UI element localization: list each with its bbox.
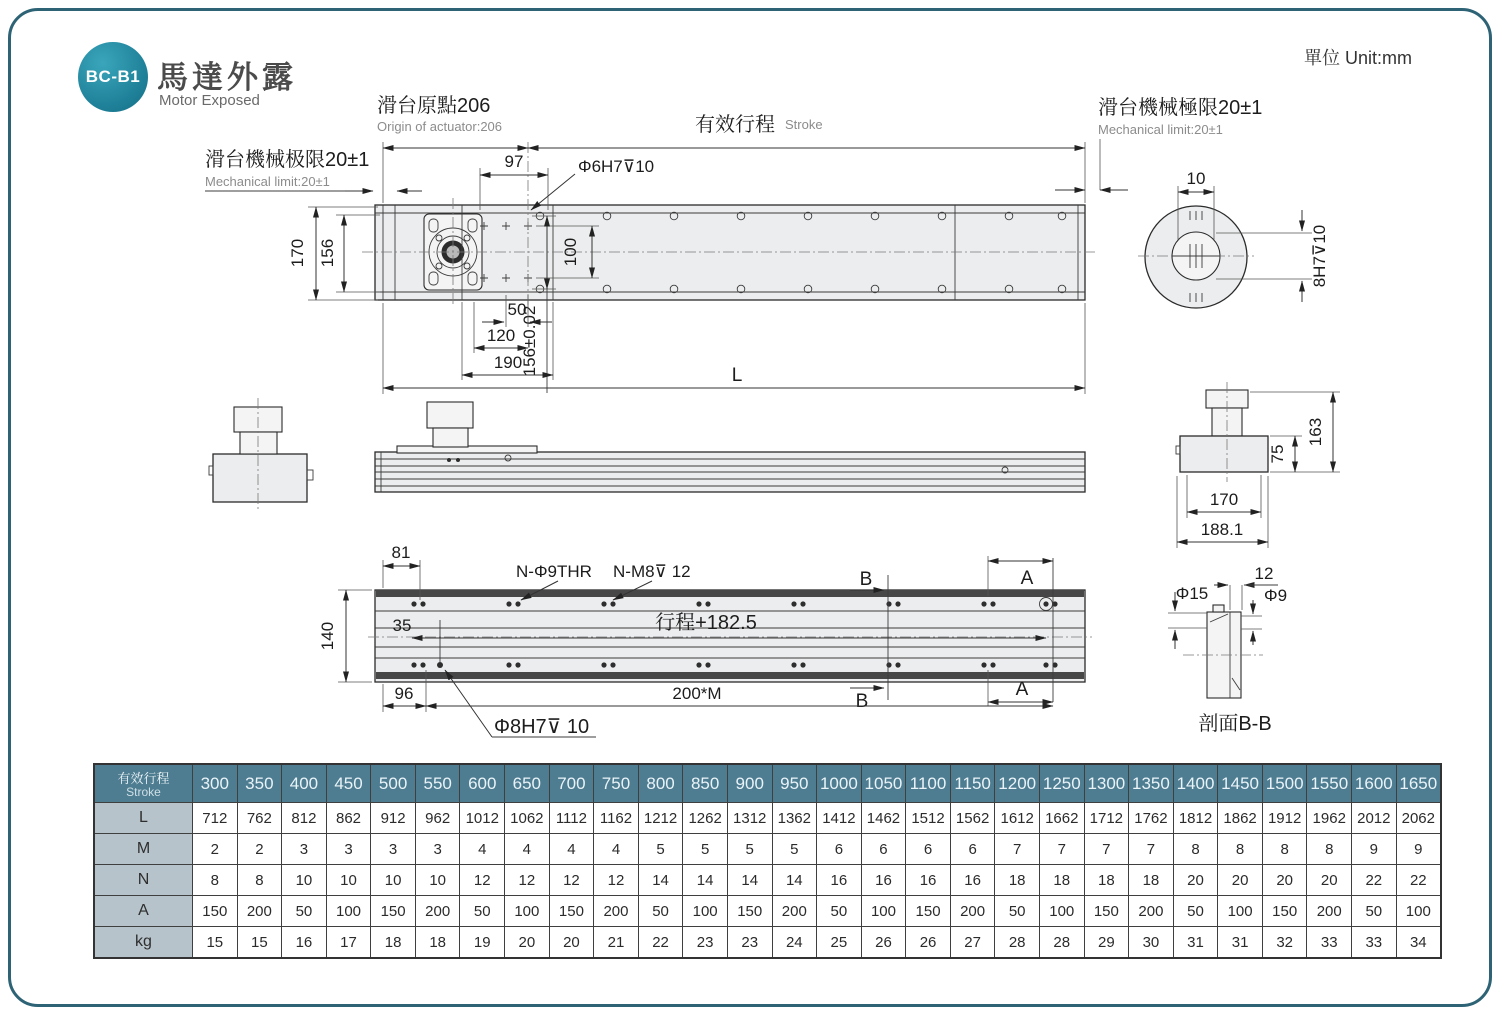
table-cell: 8	[237, 865, 282, 896]
table-cell: 150	[549, 896, 594, 927]
spec-table-wrap	[93, 763, 1442, 959]
table-cell: 20	[1307, 865, 1352, 896]
table-cell: 200	[594, 896, 639, 927]
table-cell: 27	[950, 927, 995, 959]
table-cell: 200	[415, 896, 460, 927]
table-cell: 200	[1307, 896, 1352, 927]
table-cell: 12	[594, 865, 639, 896]
stroke-col-header: 400	[282, 764, 327, 803]
table-cell: 26	[861, 927, 906, 959]
side-elevation-view	[375, 402, 1085, 492]
table-cell: 762	[237, 803, 282, 834]
table-cell: 50	[1352, 896, 1397, 927]
stroke-col-header: 900	[727, 764, 772, 803]
table-cell: 10	[326, 865, 371, 896]
table-cell: 7	[1129, 834, 1174, 865]
table-cell: 28	[1039, 927, 1084, 959]
motor-face-view	[1138, 169, 1329, 308]
table-cell: 100	[1396, 896, 1441, 927]
table-cell: 4	[549, 834, 594, 865]
stroke-col-header: 700	[549, 764, 594, 803]
dim-156: 156	[318, 238, 337, 268]
table-cell: 1262	[683, 803, 728, 834]
row-label: kg	[94, 927, 193, 959]
stroke-col-header: 1400	[1173, 764, 1218, 803]
table-cell: 50	[638, 896, 683, 927]
limit-right-en: Mechanical limit:20±1	[1098, 122, 1223, 137]
stroke-col-header: 1200	[995, 764, 1040, 803]
table-cell: 1862	[1218, 803, 1263, 834]
dim-10: 10	[1186, 169, 1206, 188]
table-cell: 2012	[1352, 803, 1397, 834]
table-cell: 10	[371, 865, 416, 896]
table-cell: 4	[594, 834, 639, 865]
dim-97: 97	[504, 152, 524, 171]
table-cell: 9	[1396, 834, 1441, 865]
table-cell: 18	[371, 927, 416, 959]
dim-188: 188.1	[1200, 520, 1244, 539]
table-cell: 20	[1218, 865, 1263, 896]
table-row	[94, 927, 1441, 959]
table-cell: 3	[371, 834, 416, 865]
table-cell: 8	[1173, 834, 1218, 865]
table-cell: 29	[1084, 927, 1129, 959]
dim-35: 35	[392, 616, 412, 635]
table-cell: 1712	[1084, 803, 1129, 834]
table-cell: 1162	[594, 803, 639, 834]
stroke-col-header: 350	[237, 764, 282, 803]
stroke-col-header: 750	[594, 764, 639, 803]
limit-left-zh: 滑台機械极限20±1	[205, 149, 370, 171]
table-cell: 23	[683, 927, 728, 959]
stroke-col-header: 1300	[1084, 764, 1129, 803]
dim-163: 163	[1306, 417, 1325, 447]
stroke-col-header: 950	[772, 764, 817, 803]
table-cell: 16	[950, 865, 995, 896]
table-cell: 20	[1262, 865, 1307, 896]
limit-left-en: Mechanical limit:20±1	[205, 174, 330, 189]
table-cell: 20	[549, 927, 594, 959]
unit-label: 單位 Unit:mm	[1304, 48, 1412, 68]
dim-12: 12	[1254, 564, 1274, 583]
table-row	[94, 896, 1441, 927]
table-cell: 1512	[906, 803, 951, 834]
table-cell: 200	[237, 896, 282, 927]
table-cell: 1962	[1307, 803, 1352, 834]
table-cell: 100	[861, 896, 906, 927]
table-cell: 712	[193, 803, 238, 834]
table-cell: 1362	[772, 803, 817, 834]
table-cell: 150	[727, 896, 772, 927]
table-cell: 100	[326, 896, 371, 927]
stroke-col-header: 1350	[1129, 764, 1174, 803]
table-cell: 100	[1218, 896, 1263, 927]
hole-callout-bottom: Φ8H7⊽ 10	[494, 716, 590, 738]
table-cell: 1762	[1129, 803, 1174, 834]
table-cell: 10	[415, 865, 460, 896]
table-cell: 5	[638, 834, 683, 865]
table-cell: 150	[1262, 896, 1307, 927]
table-cell: 12	[460, 865, 505, 896]
table-cell: 15	[193, 927, 238, 959]
table-cell: 8	[1262, 834, 1307, 865]
section-marker-a-top: A	[1020, 568, 1034, 589]
table-cell: 6	[950, 834, 995, 865]
right-side-view	[1176, 382, 1340, 548]
table-cell: 31	[1218, 927, 1263, 959]
section-marker-b-top: B	[859, 569, 873, 590]
table-row	[94, 834, 1441, 865]
table-cell: 22	[1396, 865, 1441, 896]
stroke-col-header: 450	[326, 764, 371, 803]
table-cell: 3	[282, 834, 327, 865]
table-cell: 19	[460, 927, 505, 959]
table-cell: 16	[817, 865, 862, 896]
dim-75: 75	[1268, 444, 1287, 464]
stroke-header-cell: 有效行程 Stroke	[94, 764, 193, 803]
section-marker-a-bottom: A	[1015, 679, 1029, 700]
stroke-col-header: 300	[193, 764, 238, 803]
table-cell: 16	[861, 865, 906, 896]
table-cell: 100	[505, 896, 550, 927]
table-cell: 200	[1129, 896, 1174, 927]
stroke-label-zh: 有效行程	[695, 114, 775, 136]
table-cell: 10	[282, 865, 327, 896]
stroke-col-header: 1600	[1352, 764, 1397, 803]
stroke-col-header: 550	[415, 764, 460, 803]
stroke-col-header: 1650	[1396, 764, 1441, 803]
limit-right-zh: 滑台機械極限20±1	[1098, 97, 1263, 119]
table-cell: 5	[727, 834, 772, 865]
origin-label-zh: 滑台原點206	[377, 95, 491, 117]
table-cell: 6	[861, 834, 906, 865]
page-subtitle: Motor Exposed	[159, 92, 260, 109]
dim-81: 81	[391, 543, 411, 562]
table-cell: 16	[906, 865, 951, 896]
table-cell: 4	[505, 834, 550, 865]
table-cell: 17	[326, 927, 371, 959]
row-label: N	[94, 865, 193, 896]
stroke-col-header: 1050	[861, 764, 906, 803]
table-cell: 7	[1039, 834, 1084, 865]
table-cell: 50	[817, 896, 862, 927]
travel-label: 行程+182.5	[655, 612, 757, 634]
table-cell: 1062	[505, 803, 550, 834]
table-cell: 1112	[549, 803, 594, 834]
spec-table	[93, 763, 1442, 959]
top-plan-view	[205, 94, 1262, 394]
stroke-col-header: 1150	[950, 764, 995, 803]
table-cell: 18	[1084, 865, 1129, 896]
table-cell: 14	[772, 865, 817, 896]
stroke-col-header: 500	[371, 764, 416, 803]
table-cell: 16	[282, 927, 327, 959]
table-cell: 8	[1307, 834, 1352, 865]
table-cell: 812	[282, 803, 327, 834]
dim-96: 96	[394, 684, 414, 703]
table-cell: 1012	[460, 803, 505, 834]
table-cell: 1612	[995, 803, 1040, 834]
dim-170: 170	[288, 238, 307, 268]
table-cell: 150	[371, 896, 416, 927]
stroke-col-header: 1250	[1039, 764, 1084, 803]
dim-200m: 200*M	[672, 684, 722, 703]
dim-L: L	[731, 365, 743, 386]
bottom-plan-view	[318, 543, 1092, 738]
table-cell: 50	[1173, 896, 1218, 927]
stroke-col-header: 1100	[906, 764, 951, 803]
holes-callout-m8: N-M8⊽ 12	[613, 562, 691, 581]
table-cell: 100	[1039, 896, 1084, 927]
left-end-view	[209, 398, 313, 512]
table-cell: 1312	[727, 803, 772, 834]
table-cell: 2	[193, 834, 238, 865]
stroke-col-header: 1500	[1262, 764, 1307, 803]
section-bb-view	[1168, 564, 1287, 735]
page-title: 馬達外露	[157, 60, 297, 95]
section-caption: 剖面B-B	[1198, 713, 1272, 735]
table-cell: 6	[906, 834, 951, 865]
table-cell: 15	[237, 927, 282, 959]
table-cell: 33	[1352, 927, 1397, 959]
table-cell: 50	[460, 896, 505, 927]
origin-label-en: Origin of actuator:206	[377, 119, 503, 134]
table-cell: 33	[1307, 927, 1352, 959]
dim-156-tol: 156±0.02	[520, 305, 539, 377]
table-cell: 20	[505, 927, 550, 959]
table-cell: 1412	[817, 803, 862, 834]
table-cell: 20	[1173, 865, 1218, 896]
dim-170-side: 170	[1209, 490, 1239, 509]
stroke-col-header: 850	[683, 764, 728, 803]
stroke-col-header: 800	[638, 764, 683, 803]
table-cell: 1212	[638, 803, 683, 834]
table-cell: 21	[594, 927, 639, 959]
table-cell: 50	[995, 896, 1040, 927]
stroke-col-header: 600	[460, 764, 505, 803]
table-cell: 28	[995, 927, 1040, 959]
table-cell: 18	[1129, 865, 1174, 896]
table-cell: 22	[638, 927, 683, 959]
table-cell: 7	[995, 834, 1040, 865]
table-cell: 1662	[1039, 803, 1084, 834]
table-cell: 100	[683, 896, 728, 927]
table-cell: 5	[772, 834, 817, 865]
row-label: M	[94, 834, 193, 865]
stroke-col-header: 1450	[1218, 764, 1263, 803]
row-label: L	[94, 803, 193, 834]
dim-100: 100	[561, 237, 580, 267]
table-cell: 1812	[1173, 803, 1218, 834]
table-cell: 18	[1039, 865, 1084, 896]
table-cell: 18	[415, 927, 460, 959]
table-cell: 3	[326, 834, 371, 865]
table-cell: 862	[326, 803, 371, 834]
table-row	[94, 803, 1441, 834]
stroke-col-header: 1550	[1307, 764, 1352, 803]
stroke-col-header: 1000	[817, 764, 862, 803]
table-cell: 25	[817, 927, 862, 959]
table-cell: 14	[727, 865, 772, 896]
table-cell: 30	[1129, 927, 1174, 959]
dim-140: 140	[318, 621, 337, 651]
stroke-label-en: Stroke	[785, 117, 823, 132]
table-cell: 7	[1084, 834, 1129, 865]
table-cell: 8	[1218, 834, 1263, 865]
table-cell: 12	[549, 865, 594, 896]
holes-callout-thr: N-Φ9THR	[516, 562, 592, 581]
model-badge-label: BC-B1	[85, 67, 141, 86]
table-cell: 3	[415, 834, 460, 865]
table-cell: 22	[1352, 865, 1397, 896]
section-marker-b-bottom: B	[855, 691, 869, 712]
row-label: A	[94, 896, 193, 927]
table-cell: 24	[772, 927, 817, 959]
table-cell: 912	[371, 803, 416, 834]
table-cell: 26	[906, 927, 951, 959]
table-cell: 150	[906, 896, 951, 927]
table-cell: 2	[237, 834, 282, 865]
table-cell: 150	[1084, 896, 1129, 927]
table-cell: 4	[460, 834, 505, 865]
table-cell: 200	[772, 896, 817, 927]
table-cell: 8	[193, 865, 238, 896]
table-cell: 200	[950, 896, 995, 927]
table-cell: 1912	[1262, 803, 1307, 834]
table-cell: 31	[1173, 927, 1218, 959]
table-cell: 18	[995, 865, 1040, 896]
dim-phi15: Φ15	[1175, 584, 1209, 603]
table-cell: 1562	[950, 803, 995, 834]
dim-120: 120	[486, 326, 516, 345]
table-cell: 50	[282, 896, 327, 927]
table-cell: 23	[727, 927, 772, 959]
table-cell: 6	[817, 834, 862, 865]
table-cell: 1462	[861, 803, 906, 834]
dim-190: 190	[493, 353, 523, 372]
bore-callout: 8H7⊽10	[1310, 224, 1329, 288]
table-cell: 32	[1262, 927, 1307, 959]
table-row	[94, 865, 1441, 896]
table-cell: 14	[683, 865, 728, 896]
table-cell: 9	[1352, 834, 1397, 865]
table-cell: 150	[193, 896, 238, 927]
dim-phi9: Φ9	[1264, 586, 1288, 605]
table-cell: 962	[415, 803, 460, 834]
table-cell: 12	[505, 865, 550, 896]
table-cell: 34	[1396, 927, 1441, 959]
hole-callout-top: Φ6H7⊽10	[578, 157, 655, 176]
stroke-col-header: 650	[505, 764, 550, 803]
table-cell: 5	[683, 834, 728, 865]
table-cell: 14	[638, 865, 683, 896]
table-cell: 2062	[1396, 803, 1441, 834]
dim-50: 50	[507, 300, 527, 319]
